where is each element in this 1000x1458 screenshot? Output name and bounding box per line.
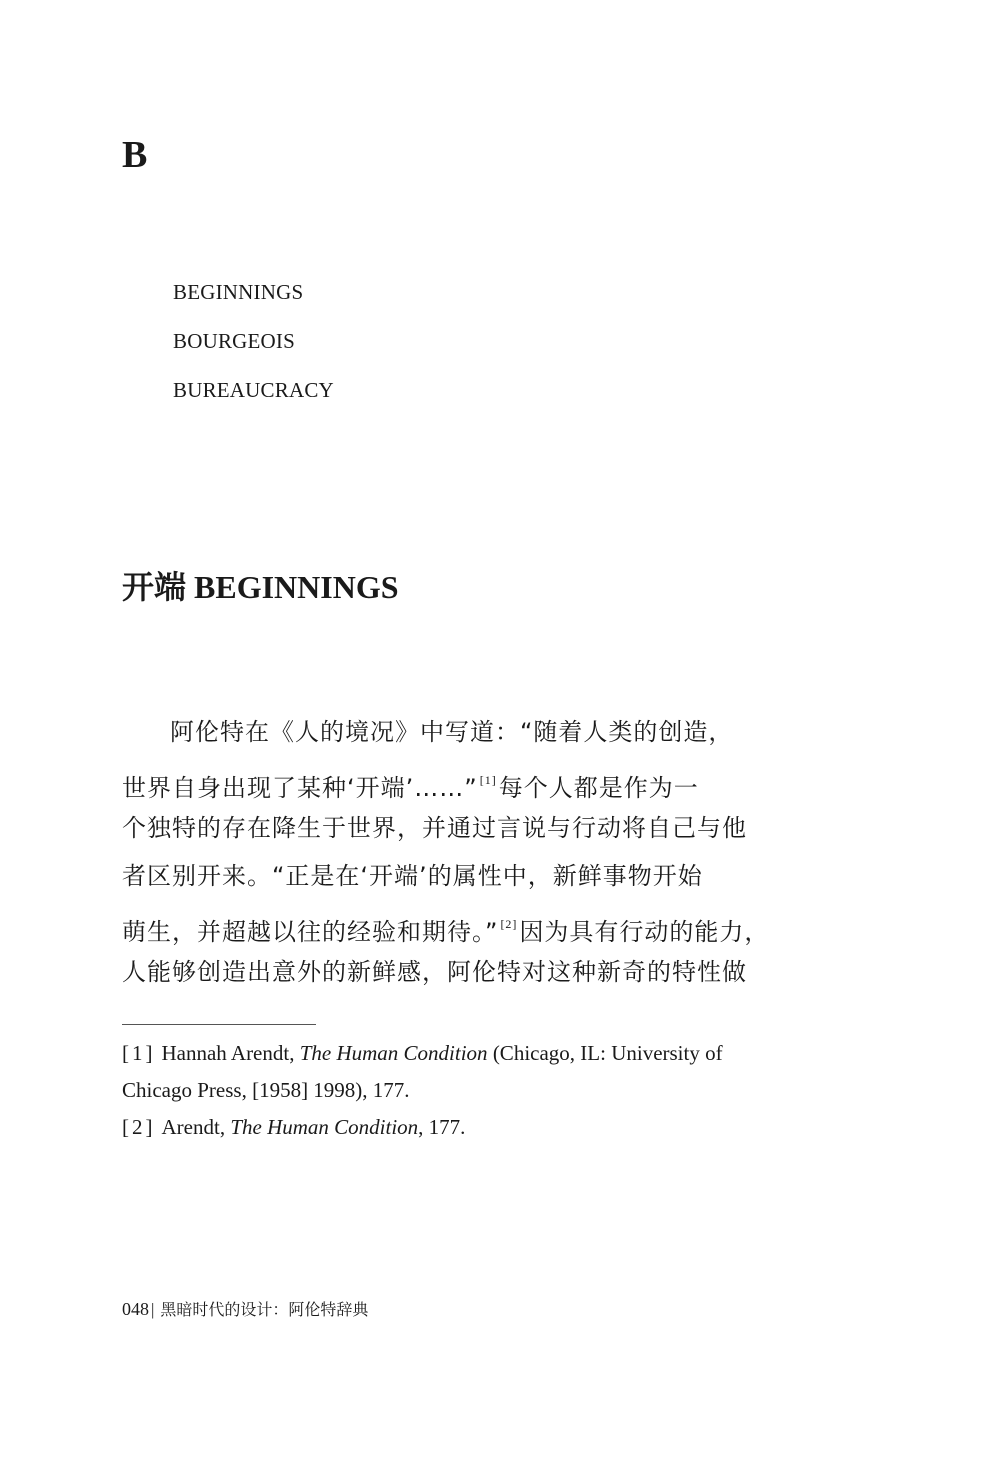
body-text-segment: 萌生，并超越以往的经验和期待。” [122, 918, 499, 946]
body-text-segment: 世界自身出现了某种‘开端’……” [122, 774, 478, 802]
footnote-number: [1] [122, 1041, 156, 1065]
entry-list-item: BEGINNINGS [173, 280, 304, 304]
footnote-divider [122, 1024, 316, 1025]
entry-list-item: BUREAUCRACY [173, 378, 334, 402]
book-title: 黑暗时代的设计：阿伦特辞典 [160, 1300, 369, 1319]
entry-list-item: BOURGEOIS [173, 329, 295, 353]
footnote-number: [2] [122, 1115, 156, 1139]
section-letter: B [122, 134, 148, 176]
footnote-text: Hannah Arendt, [161, 1041, 300, 1065]
body-line: 者区别开来。“正是在‘开端’的属性中，新鲜事物开始 [122, 862, 703, 890]
footnote [122, 1035, 752, 1109]
footnote-text: (Chicago, IL: University of Chicago Press, [1958] 1998), 177. [122, 1041, 723, 1102]
body-line: 个独特的存在降生于世界，并通过言说与行动将自己与他 [122, 814, 747, 842]
footer-separator: | [151, 1300, 155, 1319]
footnote [122, 1109, 752, 1146]
footnote-reference[interactable]: [2] [500, 917, 518, 931]
body-text-segment: 每个人都是作为一 [498, 774, 699, 802]
body-line: 阿伦特在《人的境况》中写道：“随着人类的创造， [170, 718, 734, 746]
footnote-book-title: The Human Condition [230, 1115, 419, 1139]
entry-title: 开端 BEGINNINGS [122, 569, 399, 605]
section-entry-list [173, 276, 334, 423]
page-footer [122, 1298, 368, 1321]
footnote-text: Arendt, [161, 1115, 231, 1139]
footnote-book-title: The Human Condition [299, 1041, 488, 1065]
footnote-text: , 177. [418, 1115, 466, 1139]
footnote-reference[interactable]: [1] [479, 773, 497, 787]
footnotes [122, 1035, 752, 1146]
body-text-segment: 因为具有行动的能力， [519, 918, 770, 946]
page-number: 048 [122, 1299, 149, 1319]
body-line: 人能够创造出意外的新鲜感，阿伦特对这种新奇的特性做 [122, 958, 747, 986]
